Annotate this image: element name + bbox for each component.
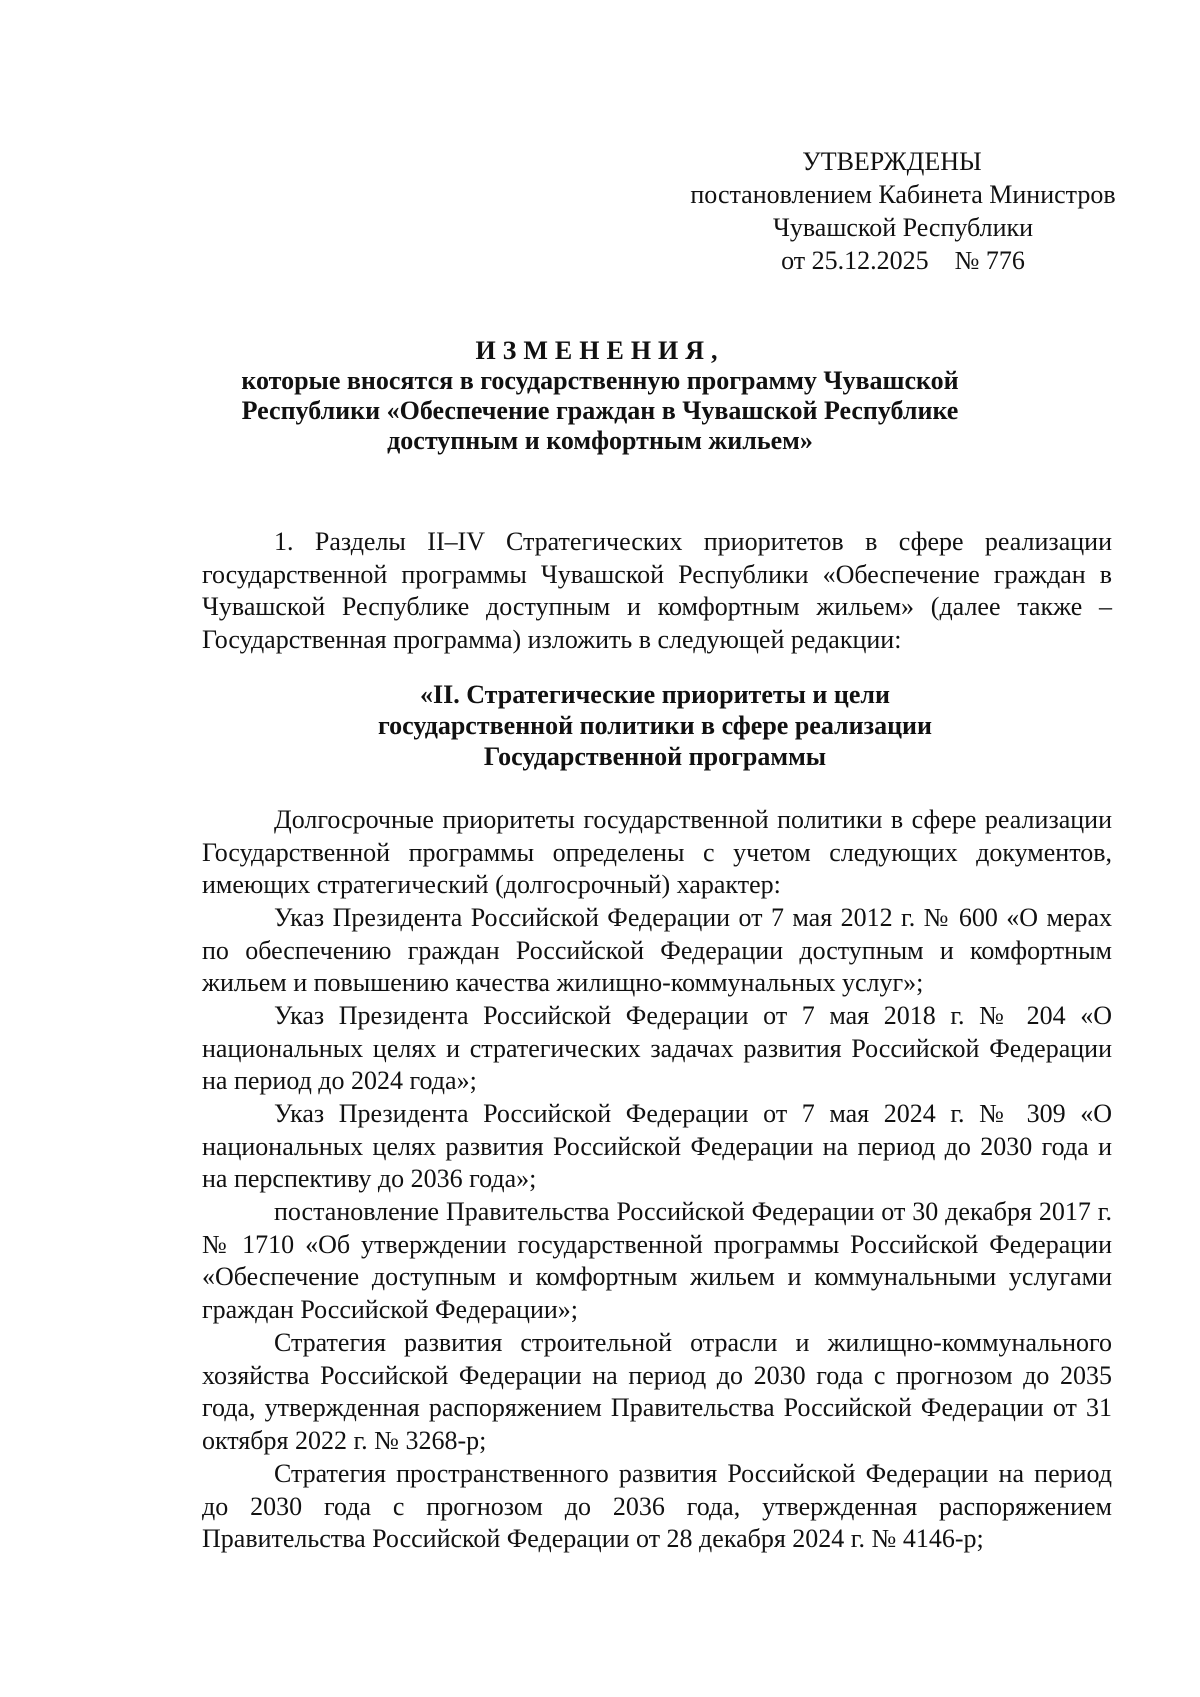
paragraph-resolution-1710: постановление Правительства Российской Федерации от 30 декабря 2017 г. № 1710 «Об утверждении государственной программы Российской Федерации «Обеспечение доступным и комфортным жильем и коммунальными услугами граждан Российской Федерации»; bbox=[202, 1197, 1112, 1324]
document-title bbox=[200, 336, 1000, 456]
paragraph-decree-309: Указ Президента Российской Федерации от 7 мая 2024 г. № 309 «О национальных целях развития Российской Федерации на период до 2030 года и на перспективу до 2036 года»; bbox=[202, 1099, 1112, 1194]
approval-date-number: от 25.12.2025 № 776 bbox=[781, 246, 1025, 275]
paragraph-priorities: Долгосрочные приоритеты государственной политики в сфере реализации Государственной программы определены с учетом следующих документов, имеющих стратегический (долгосрочный) характер: bbox=[202, 805, 1112, 900]
section-ii-line-3: Государственной программы bbox=[483, 742, 827, 771]
title-line-3: доступным и комфортным жильем» bbox=[387, 426, 813, 455]
section-ii-line-2: государственной политики в сфере реализации bbox=[377, 711, 933, 740]
paragraph-1: 1. Разделы II–IV Стратегических приоритетов в сфере реализации государственной программы Чувашской Республики «Обеспечение граждан в Чувашской Республике доступным и комфортным жильем» (далее также – Государственная программа) изложить в следующей редакции: bbox=[202, 527, 1112, 654]
paragraph-strategy-construction: Стратегия развития строительной отрасли и жилищно-коммунального хозяйства Российской Федерации на период до 2030 года с прогнозом до 2035 года, утвержденная распоряжением Правительства Российской Федерации от 31 октября 2022 г. № 3268-р; bbox=[202, 1328, 1112, 1455]
title-main: ИЗМЕНЕНИЯ, bbox=[475, 336, 725, 365]
paragraph-strategy-spatial: Стратегия пространственного развития Российской Федерации на период до 2030 года с прогнозом до 2036 года, утвержденная распоряжением Правительства Российской Федерации от 28 декабря 2024 г. № 4146-р; bbox=[202, 1459, 1112, 1554]
section-ii-title bbox=[250, 679, 1060, 772]
title-line-1: которые вносятся в государственную программу Чувашской bbox=[241, 366, 959, 395]
approval-region: Чувашской Республики bbox=[772, 213, 1034, 242]
section-ii-line-1: «II. Стратегические приоритеты и цели bbox=[419, 680, 891, 709]
approval-issuer: постановлением Кабинета Министров bbox=[690, 180, 1116, 209]
paragraph-decree-600: Указ Президента Российской Федерации от 7 мая 2012 г. № 600 «О мерах по обеспечению граждан Российской Федерации доступным и комфортным жильем и повышению качества жилищно-коммунальных услуг»; bbox=[202, 903, 1112, 998]
title-line-2: Республики «Обеспечение граждан в Чувашской Республике bbox=[241, 396, 959, 425]
approval-stamp bbox=[668, 145, 1138, 277]
paragraph-decree-204: Указ Президента Российской Федерации от 7 мая 2018 г. № 204 «О национальных целях и стратегических задачах развития Российской Федерации на период до 2024 года»; bbox=[202, 1001, 1112, 1096]
approval-heading: УТВЕРЖДЕНЫ bbox=[802, 147, 982, 176]
